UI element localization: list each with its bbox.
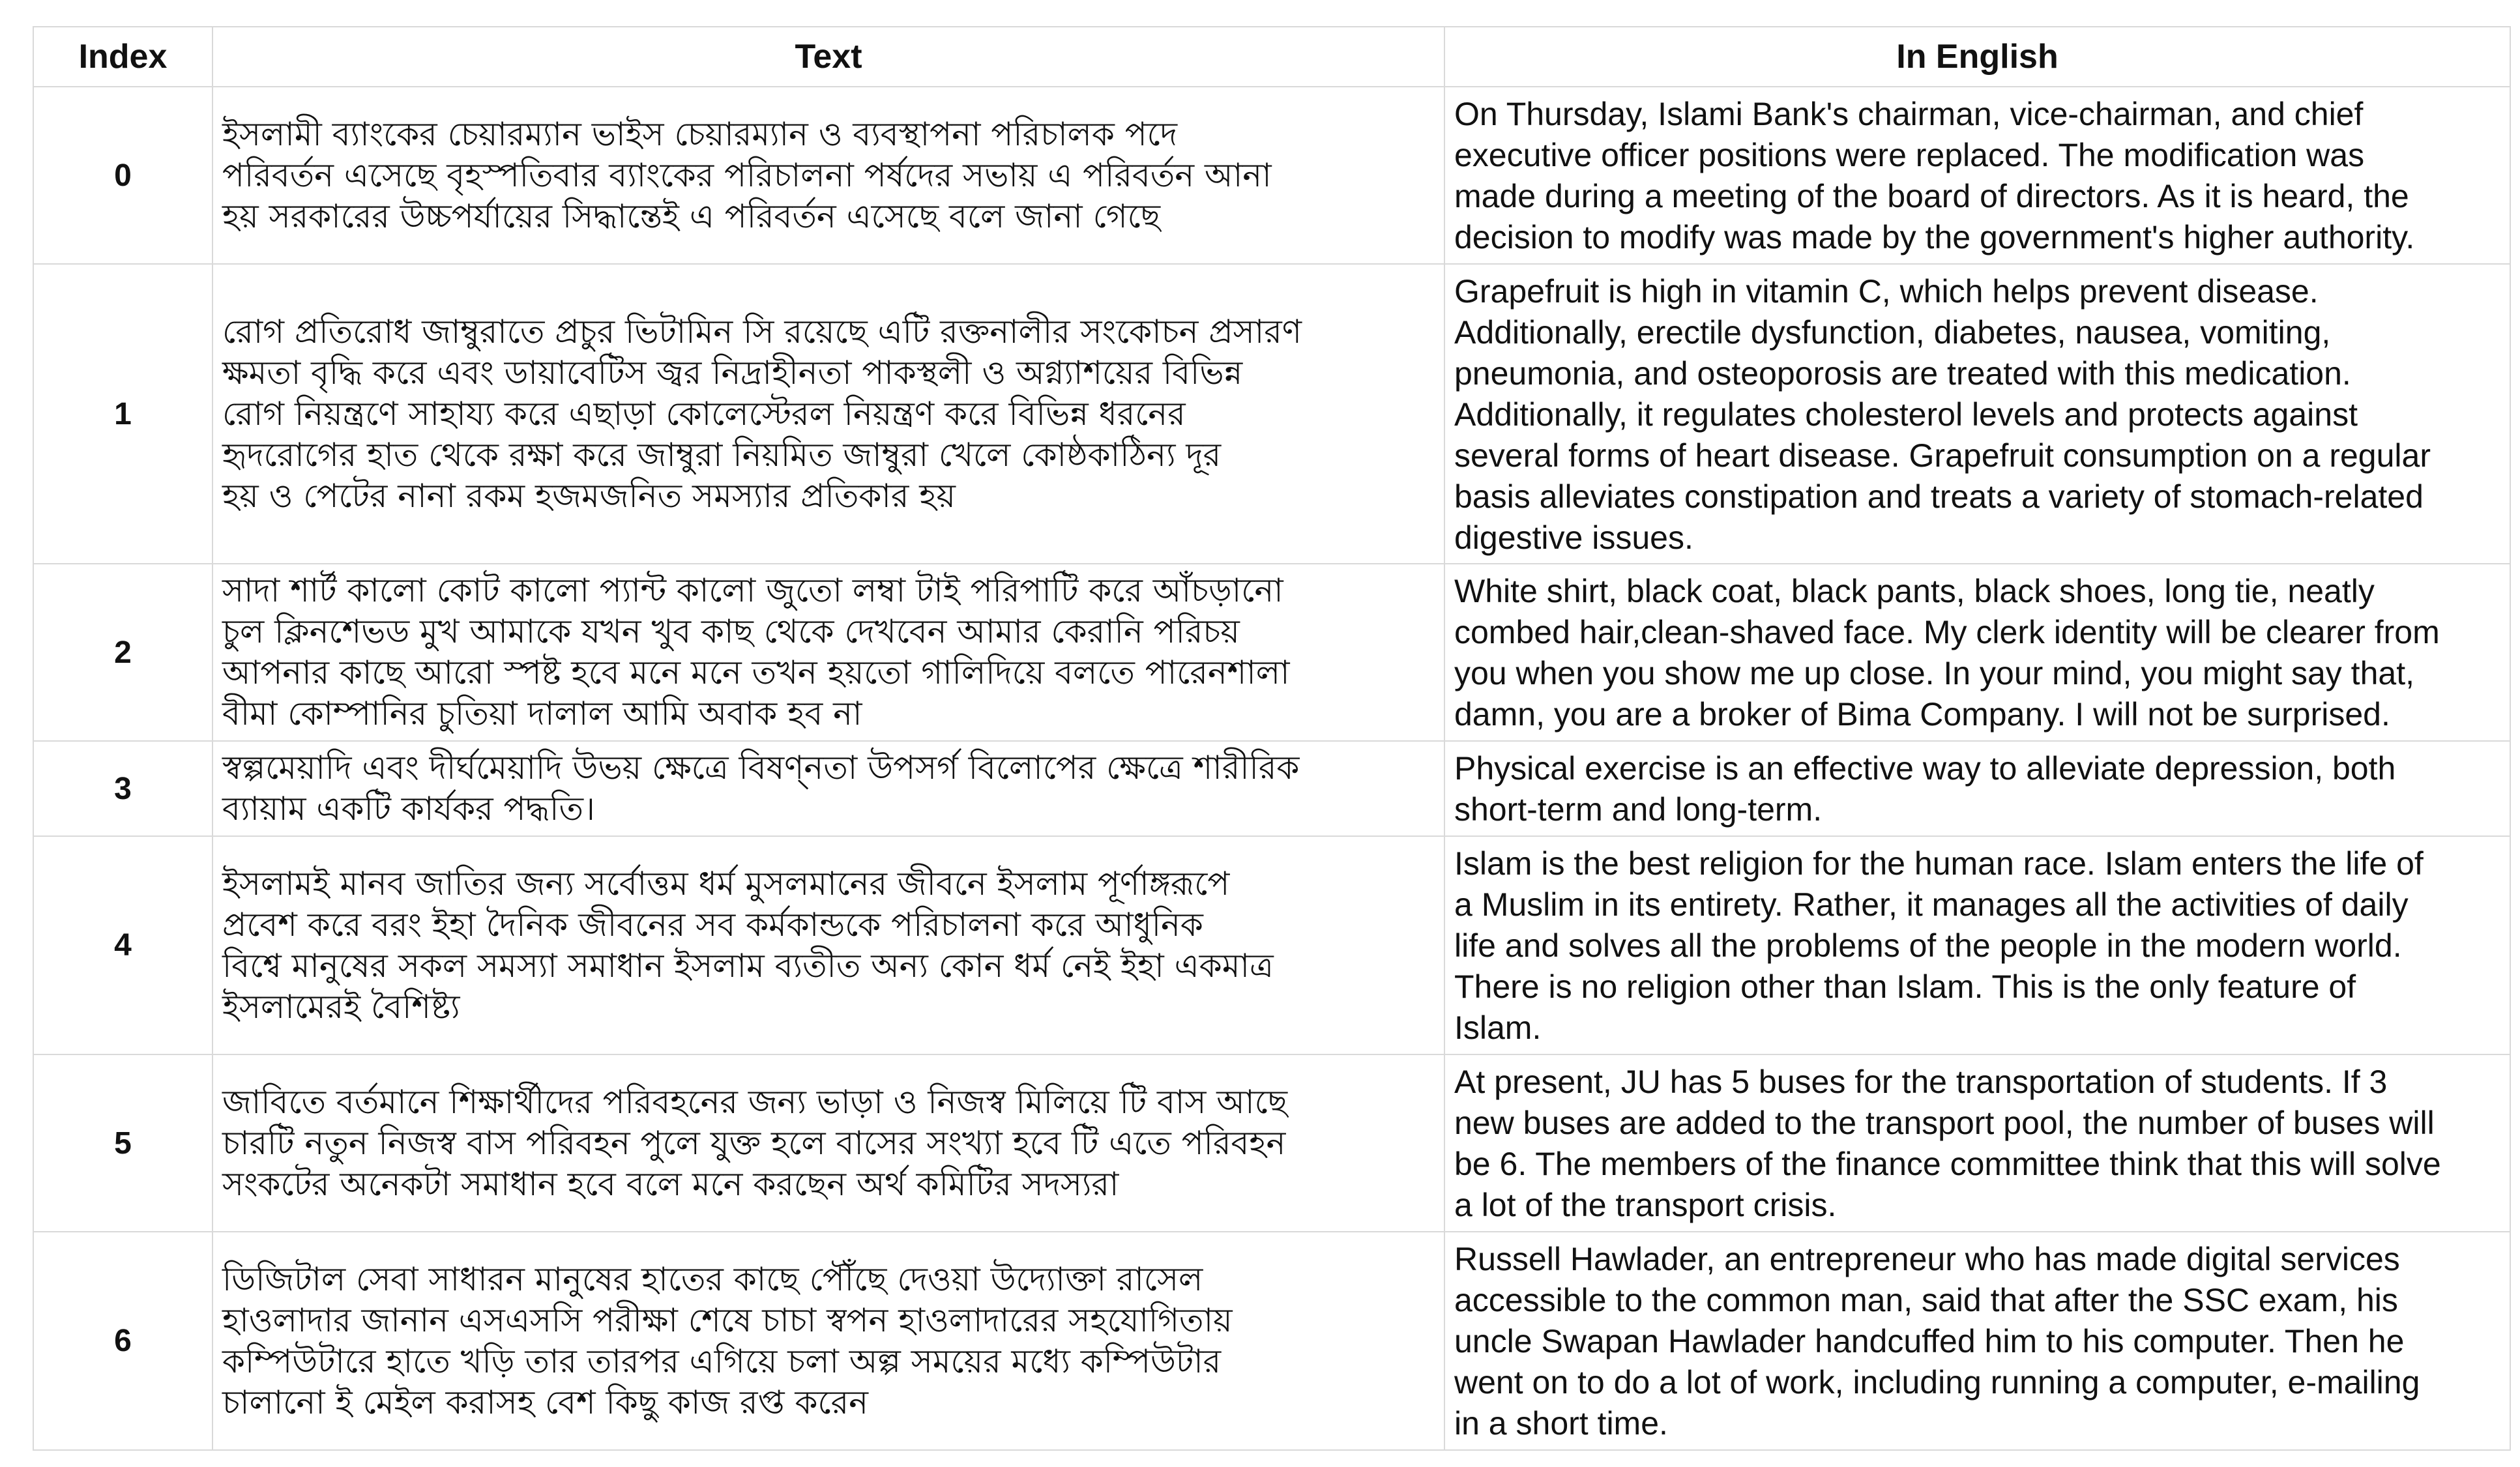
table-row: [33, 836, 2510, 1054]
english-text-cell: Grapefruit is high in vitamin C, which helps prevent disease. Additionally, erectile dysfunction, diabetes, nausea, vomiting, pneumonia, and osteoporosis are treated with this medication. Additionally, it regulates cholesterol levels and protects against several forms of heart disease. Grapefruit consumption on a regular basis alleviates constipation and treats a variety of stomach-related digestive issues.: [1444, 264, 2510, 564]
bengali-text-cell: সাদা শার্ট কালো কোট কালো প্যান্ট কালো জুতো লম্বা টাই পরিপাটি করে আঁচড়ানো চুল ক্লিনশেভড মুখ আমাকে যখন খুব কাছ থেকে দেখবেন আমার কেরানি পরিচয় আপনার কাছে আরো স্পষ্ট হবে মনে মনে তখন হয়তো গালিদিয়ে বলতে পারেনশালা বীমা কোম্পানির চুতিয়া দালাল আমি অবাক হব না: [212, 564, 1444, 741]
table-row: [33, 1054, 2510, 1232]
header-in-english: In English: [1444, 27, 2510, 87]
row-index-cell: 2: [33, 564, 212, 741]
table-row: [33, 564, 2510, 741]
row-index-cell: 0: [33, 87, 212, 264]
table-row: [33, 741, 2510, 836]
row-index-cell: 4: [33, 836, 212, 1054]
bengali-text-cell: ডিজিটাল সেবা সাধারন মানুষের হাতের কাছে পৌঁছে দেওয়া উদ্যোক্তা রাসেল হাওলাদার জানান এসএসসি পরীক্ষা শেষে চাচা স্বপন হাওলাদারের সহযোগিতায় কম্পিউটারে হাতে খড়ি তার তারপর এগিয়ে চলা অল্প সময়ের মধ্যে কম্পিউটার চালানো ই মেইল করাসহ বেশ কিছু কাজ রপ্ত করেন: [212, 1232, 1444, 1450]
row-index-cell: 5: [33, 1054, 212, 1232]
english-text-cell: Russell Hawlader, an entrepreneur who has made digital services accessible to the common man, said that after the SSC exam, his uncle Swapan Hawlader handcuffed him to his computer. Then he went on to do a lot of work, including running a computer, e-mailing in a short time.: [1444, 1232, 2510, 1450]
translation-table-sheet: [33, 26, 2511, 1451]
bengali-text-cell: স্বল্পমেয়াদি এবং দীর্ঘমেয়াদি উভয় ক্ষেত্রে বিষণ্নতা উপসর্গ বিলোপের ক্ষেত্রে শারীরিক ব্যায়াম একটি কার্যকর পদ্ধতি।: [212, 741, 1444, 836]
bengali-text-cell: রোগ প্রতিরোধ জাম্বুরাতে প্রচুর ভিটামিন সি রয়েছে এটি রক্তনালীর সংকোচন প্রসারণ ক্ষমতা বৃদ্ধি করে এবং ডায়াবেটিস জ্বর নিদ্রাহীনতা পাকস্থলী ও অগ্ন্যাশয়ের বিভিন্ন রোগ নিয়ন্ত্রণে সাহায্য করে এছাড়া কোলেস্টেরল নিয়ন্ত্রণ করে বিভিন্ন ধরনের হৃদরোগের হাত থেকে রক্ষা করে জাম্বুরা নিয়মিত জাম্বুরা খেলে কোষ্ঠকাঠিন্য দূর হয় ও পেটের নানা রকম হজমজনিত সমস্যার প্রতিকার হয়: [212, 264, 1444, 564]
row-index-cell: 6: [33, 1232, 212, 1450]
english-text-cell: On Thursday, Islami Bank's chairman, vice-chairman, and chief executive officer positions were replaced. The modification was made during a meeting of the board of directors. As it is heard, the decision to modify was made by the government's higher authority.: [1444, 87, 2510, 264]
bengali-text-cell: ইসলামী ব্যাংকের চেয়ারম্যান ভাইস চেয়ারম্যান ও ব্যবস্থাপনা পরিচালক পদে পরিবর্তন এসেছে বৃহস্পতিবার ব্যাংকের পরিচালনা পর্ষদের সভায় এ পরিবর্তন আনা হয় সরকারের উচ্চপর্যায়ের সিদ্ধান্তেই এ পরিবর্তন এসেছে বলে জানা গেছে: [212, 87, 1444, 264]
translation-table: [33, 26, 2511, 1451]
table-row: [33, 1232, 2510, 1450]
bengali-text-cell: ইসলামই মানব জাতির জন্য সর্বোত্তম ধর্ম মুসলমানের জীবনে ইসলাম পূর্ণাঙ্গরূপে প্রবেশ করে বরং ইহা দৈনিক জীবনের সব কর্মকান্ডকে পরিচালনা করে আধুনিক বিশ্বে মানুষের সকল সমস্যা সমাধান ইসলাম ব্যতীত অন্য কোন ধর্ম নেই ইহা একমাত্র ইসলামেরই বৈশিষ্ট্য: [212, 836, 1444, 1054]
header-text: Text: [212, 27, 1444, 87]
header-row: [33, 27, 2510, 87]
row-index-cell: 3: [33, 741, 212, 836]
table-row: [33, 264, 2510, 564]
row-index-cell: 1: [33, 264, 212, 564]
table-row: [33, 87, 2510, 264]
english-text-cell: At present, JU has 5 buses for the transportation of students. If 3 new buses are added to the transport pool, the number of buses will be 6. The members of the finance committee think that this will solve a lot of the transport crisis.: [1444, 1054, 2510, 1232]
english-text-cell: White shirt, black coat, black pants, black shoes, long tie, neatly combed hair,clean-shaved face. My clerk identity will be clearer from you when you show me up close. In your mind, you might say that, damn, you are a broker of Bima Company. I will not be surprised.: [1444, 564, 2510, 741]
header-index: Index: [33, 27, 212, 87]
english-text-cell: Islam is the best religion for the human race. Islam enters the life of a Muslim in its entirety. Rather, it manages all the activities of daily life and solves all the problems of the people in the modern world. There is no religion other than Islam. This is the only feature of Islam.: [1444, 836, 2510, 1054]
bengali-text-cell: জাবিতে বর্তমানে শিক্ষার্থীদের পরিবহনের জন্য ভাড়া ও নিজস্ব মিলিয়ে টি বাস আছে চারটি নতুন নিজস্ব বাস পরিবহন পুলে যুক্ত হলে বাসের সংখ্যা হবে টি এতে পরিবহন সংকটের অনেকটা সমাধান হবে বলে মনে করছেন অর্থ কমিটির সদস্যরা: [212, 1054, 1444, 1232]
english-text-cell: Physical exercise is an effective way to alleviate depression, both short-term and long-term.: [1444, 741, 2510, 836]
